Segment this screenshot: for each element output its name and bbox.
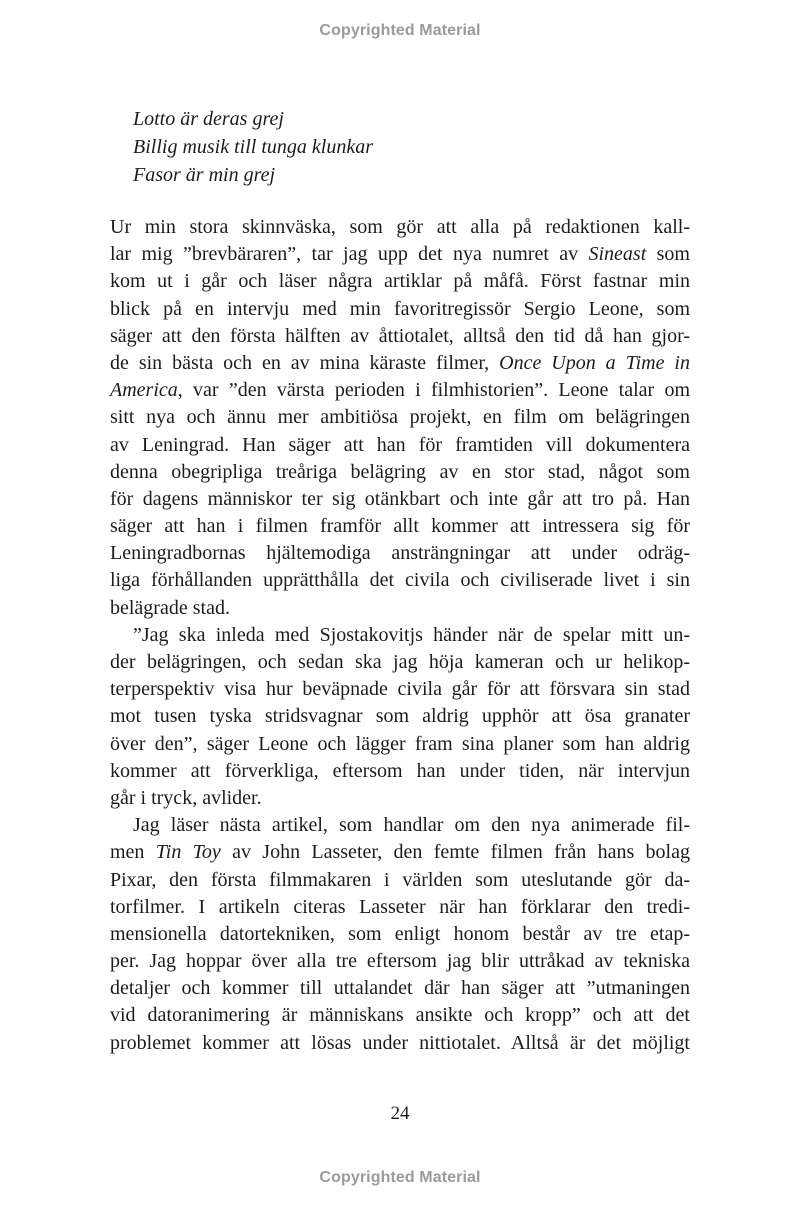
text-run: säger att den första hälften av åttiotalet, alltså den tid då han gjor- — [110, 324, 690, 347]
verse-line: Billig musik till tunga klunkar — [133, 136, 373, 158]
text-run: problemet kommer att lösas under nittiotalet. Alltså är det möjligt — [110, 1031, 690, 1054]
text-line — [110, 1030, 690, 1057]
text-line — [110, 268, 690, 295]
text-line — [110, 540, 690, 567]
text-run: säger att han i filmen framför allt kommer att intressera sig för — [110, 515, 690, 538]
text-run: liga förhållanden upprätthålla det civila och civiliserade livet i sin — [110, 569, 690, 592]
text-line — [110, 758, 690, 785]
text-line — [110, 948, 690, 975]
paragraph — [110, 214, 690, 622]
text-run: över den”, säger Leone och lägger fram sina planer som han aldrig — [110, 732, 690, 755]
text-run: kommer att förverkliga, eftersom han under tiden, när intervjun — [110, 759, 690, 782]
text-run: som — [646, 243, 690, 266]
text-run: torfilmer. I artikeln citeras Lasseter när han förklarar den tredi- — [110, 895, 690, 918]
copyright-watermark-bottom: Copyrighted Material — [319, 1169, 481, 1186]
text-run: kom ut i går och läser några artiklar på måfå. Först fastnar min — [110, 270, 690, 293]
text-line — [110, 622, 690, 649]
text-run: mensionella datortekniken, som enligt honom består av tre etap- — [110, 922, 690, 945]
verse-block — [133, 105, 693, 189]
text-run: Ur min stora skinnväska, som gör att alla på redaktionen kall- — [110, 216, 690, 238]
text-run: Pixar, den första filmmakaren i världen som uteslutande gör da- — [110, 868, 690, 891]
text-run: lar mig ”brevbäraren”, tar jag upp det nya numret av — [110, 243, 589, 266]
text-line — [110, 486, 690, 513]
text-line — [110, 241, 690, 268]
italic-title: Once Upon a Time in — [499, 351, 690, 374]
text-line — [110, 785, 690, 812]
text-run: av Leningrad. Han säger att han för framtiden vill dokumentera — [110, 433, 690, 456]
text-line — [110, 867, 690, 894]
text-run: mot tusen tyska stridsvagnar som aldrig upphör att ösa granater — [110, 705, 690, 728]
text-run: av John Lasseter, den femte filmen från hans bolag — [220, 841, 690, 864]
text-run: , var ”den värsta perioden i filmhistorien”. Leone talar om — [177, 379, 690, 402]
page-number: 24 — [390, 1103, 410, 1124]
text-line — [110, 894, 690, 921]
text-run: de sin bästa och en av mina käraste filmer, — [110, 351, 500, 374]
text-line — [110, 839, 690, 866]
text-line — [110, 975, 690, 1002]
text-line — [110, 459, 690, 486]
paragraph — [110, 812, 690, 1057]
text-run: för dagens människor ter sig otänkbart och inte går att tro på. Han — [110, 487, 690, 510]
text-run: men — [110, 841, 156, 864]
text-run: ”Jag ska inleda med Sjostakovitjs händer när de spelar mitt un- — [133, 623, 690, 646]
text-run: denna obegripliga treåriga belägring av en stor stad, något som — [110, 460, 690, 483]
verse-line: Fasor är min grej — [133, 164, 276, 186]
paragraph — [110, 622, 690, 812]
text-line — [110, 676, 690, 703]
text-run: terperspektiv visa hur beväpnade civila går för att försvara sin stad — [110, 678, 690, 701]
text-line — [110, 513, 690, 540]
italic-title: Tin Toy — [155, 841, 221, 864]
verse-line: Lotto är deras grej — [133, 108, 284, 130]
text-run: vid datoranimering är människans ansikte och kropp” och att det — [110, 1004, 690, 1027]
copyright-watermark-top: Copyrighted Material — [319, 22, 481, 39]
text-line — [110, 595, 690, 622]
text-run: går i tryck, avlider. — [110, 786, 262, 809]
text-line — [110, 1002, 690, 1029]
italic-title: America — [110, 379, 178, 402]
text-line — [110, 350, 690, 377]
text-line — [110, 567, 690, 594]
text-line — [110, 921, 690, 948]
text-run: belägrade stad. — [110, 596, 230, 619]
text-line — [110, 432, 690, 459]
text-run: detaljer och kommer till uttalandet där han säger att ”utmaningen — [110, 977, 690, 1000]
text-run: Leningradbornas hjältemodiga ansträngningar att under odräg- — [110, 542, 690, 565]
text-line — [110, 377, 690, 404]
text-line — [110, 703, 690, 730]
text-run: sitt nya och ännu mer ambitiösa projekt, en film om belägringen — [110, 406, 690, 429]
italic-title: Sineast — [588, 243, 647, 266]
body-text — [110, 214, 690, 1057]
text-run: blick på en intervju med min favoritregissör Sergio Leone, som — [110, 297, 690, 320]
text-run: der belägringen, och sedan ska jag höja kameran och ur helikop- — [110, 651, 690, 673]
text-line — [110, 649, 690, 676]
text-run: Jag läser nästa artikel, som handlar om den nya animerade fil- — [133, 814, 690, 837]
text-run: per. Jag hoppar över alla tre eftersom jag blir uttråkad av tekniska — [110, 950, 690, 973]
text-line — [110, 323, 690, 350]
text-line — [110, 731, 690, 758]
text-line — [110, 214, 690, 241]
text-line — [110, 812, 690, 839]
text-line — [110, 296, 690, 323]
text-line — [110, 404, 690, 431]
